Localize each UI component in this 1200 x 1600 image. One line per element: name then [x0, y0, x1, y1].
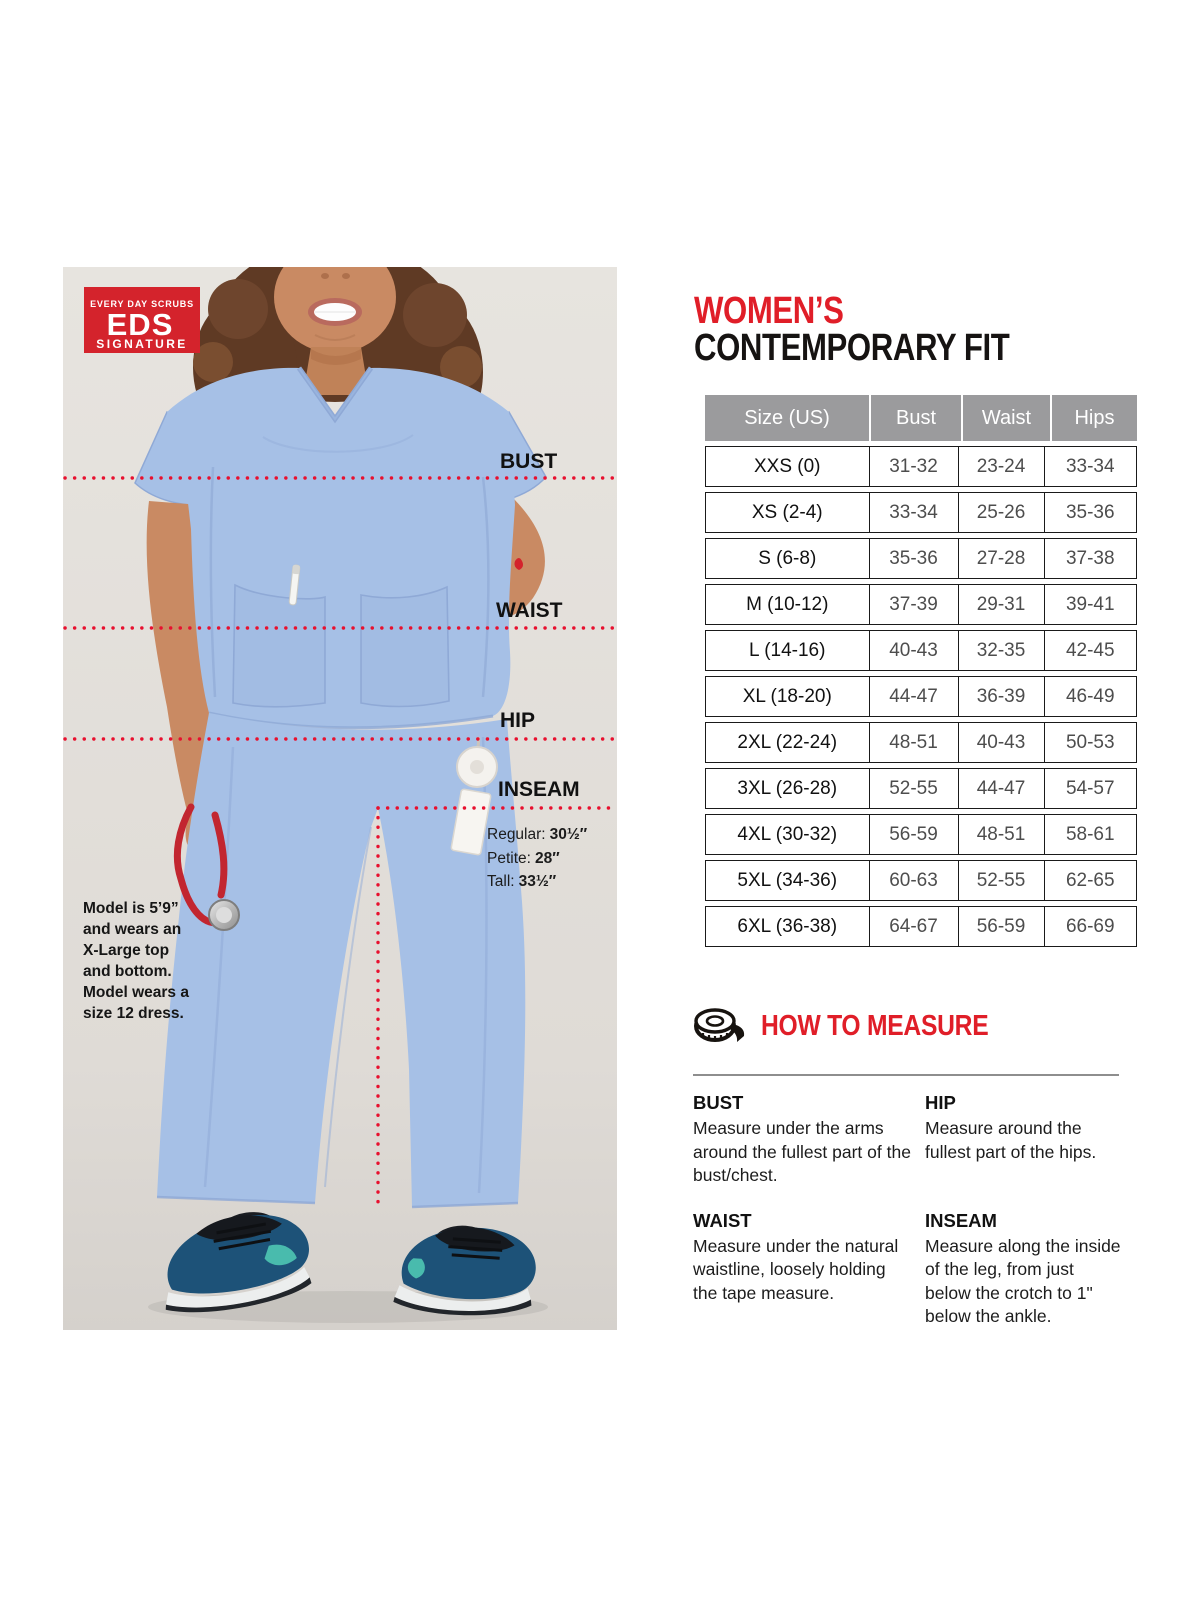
definition-term: INSEAM [925, 1209, 997, 1231]
hips-cell: 50-53 [1044, 723, 1137, 762]
size-table-body [705, 446, 1137, 947]
hip-label: HIP [500, 709, 536, 732]
size-cell: 5XL (34-36) [737, 870, 838, 891]
waist-cell: 32-35 [958, 631, 1044, 670]
bust-cell: 31-32 [869, 447, 958, 486]
waist-cell: 36-39 [958, 677, 1044, 716]
size-cell: XL (18-20) [742, 686, 832, 707]
size-table-row [705, 492, 1137, 533]
bust-cell: 60-63 [869, 861, 958, 900]
bust-cell: 37-39 [869, 585, 958, 624]
inseam-tall-label: Tall: [487, 873, 515, 890]
header-size: Size (US) [744, 407, 830, 429]
size-table-row [705, 722, 1137, 763]
hips-cell: 46-49 [1044, 677, 1137, 716]
waist-cell: 52-55 [958, 861, 1044, 900]
size-table-header [705, 395, 1137, 441]
waist-label: WAIST [496, 599, 563, 622]
measure-definitions [693, 1092, 1137, 1351]
size-table-row [705, 676, 1137, 717]
bust-cell: 64-67 [869, 907, 958, 946]
bust-label: BUST [500, 450, 558, 473]
hips-cell: 37-38 [1044, 539, 1137, 578]
definition-text: Measure under the arms around the fullest part of the bust/chest. [693, 1118, 911, 1185]
header-bust: Bust [869, 395, 961, 441]
inseam-petite-label: Petite: [487, 850, 531, 867]
title-line-womens: WOMEN’S [694, 290, 844, 332]
waist-cell: 40-43 [958, 723, 1044, 762]
eds-logo-line2: EDS [106, 307, 174, 342]
size-table-row [705, 768, 1137, 809]
waist-cell: 27-28 [958, 539, 1044, 578]
hips-cell: 54-57 [1044, 769, 1137, 808]
inseam-regular-label: Regular: [487, 826, 546, 843]
bust-cell: 52-55 [869, 769, 958, 808]
hips-cell: 33-34 [1044, 447, 1137, 486]
definition-bust [693, 1092, 925, 1188]
definition-text: Measure along the inside of the leg, from just below the crotch to 1" below the ankle. [925, 1235, 1121, 1326]
how-to-measure-header [693, 1002, 1029, 1050]
how-to-measure-title: HOW TO MEASURE [761, 1009, 989, 1042]
model-photo-illustration [63, 267, 617, 1330]
size-cell: 2XL (22-24) [737, 732, 838, 753]
hips-cell: 42-45 [1044, 631, 1137, 670]
svg-text:Regular:30½″ [487, 826, 588, 843]
size-table-row [705, 630, 1137, 671]
definition-term: WAIST [693, 1209, 752, 1231]
waist-cell: 56-59 [958, 907, 1044, 946]
definition-hip [925, 1092, 1137, 1188]
size-cell: XXS (0) [753, 456, 821, 477]
title-line-fit: CONTEMPORARY FIT [694, 327, 1010, 369]
definition-waist [693, 1210, 925, 1329]
hips-cell: 35-36 [1044, 493, 1137, 532]
size-table-row [705, 906, 1137, 947]
definition-text: Measure under the natural waistline, loosely holding the tape measure. [693, 1235, 899, 1303]
model-photo [63, 267, 617, 1330]
size-cell: 3XL (26-28) [737, 778, 838, 799]
svg-text:Petite:28″ [487, 850, 560, 867]
definition-inseam [925, 1210, 1137, 1329]
eds-logo-line1: EVERY DAY SCRUBS [90, 299, 194, 309]
definition-term: BUST [693, 1092, 744, 1113]
model-note-line: Model wears a [83, 984, 189, 1001]
waist-cell: 44-47 [958, 769, 1044, 808]
bust-cell: 40-43 [869, 631, 958, 670]
size-table-row [705, 814, 1137, 855]
size-table-row [705, 860, 1137, 901]
size-cell: M (10-12) [746, 594, 829, 615]
size-cell: S (6-8) [758, 548, 817, 569]
eds-logo [84, 287, 200, 353]
hips-cell: 58-61 [1044, 815, 1137, 854]
size-cell: 6XL (36-38) [737, 916, 838, 937]
inseam-tall-value: 33½″ [518, 873, 557, 890]
inseam-label: INSEAM [498, 778, 580, 801]
hips-cell: 62-65 [1044, 861, 1137, 900]
size-table-row [705, 584, 1137, 625]
hips-cell: 66-69 [1044, 907, 1137, 946]
model-note-line: and wears an [83, 921, 182, 938]
model-note-line: Model is 5’9” [83, 900, 179, 917]
waist-cell: 29-31 [958, 585, 1044, 624]
measuring-tape-icon [693, 1002, 749, 1050]
page-title [694, 290, 1079, 369]
eds-logo-line3: SIGNATURE [96, 337, 188, 351]
bust-cell: 48-51 [869, 723, 958, 762]
model-note-line: and bottom. [83, 963, 172, 980]
model-note-line: size 12 dress. [83, 1005, 184, 1022]
size-cell: 4XL (30-32) [737, 824, 838, 845]
size-table [705, 395, 1137, 947]
model-note-line: X-Large top [83, 942, 170, 959]
svg-text:Tall:33½″ [487, 873, 557, 890]
size-table-row [705, 446, 1137, 487]
size-cell: L (14-16) [749, 640, 826, 661]
bust-cell: 35-36 [869, 539, 958, 578]
bust-cell: 56-59 [869, 815, 958, 854]
waist-cell: 25-26 [958, 493, 1044, 532]
size-cell: XS (2-4) [751, 502, 823, 523]
waist-cell: 23-24 [958, 447, 1044, 486]
size-table-row [705, 538, 1137, 579]
inseam-petite-value: 28″ [534, 850, 560, 867]
definition-term: HIP [925, 1092, 956, 1113]
hips-cell: 39-41 [1044, 585, 1137, 624]
header-waist: Waist [961, 395, 1050, 441]
bust-cell: 44-47 [869, 677, 958, 716]
divider [693, 1074, 1119, 1076]
inseam-regular-value: 30½″ [549, 826, 588, 843]
bust-cell: 33-34 [869, 493, 958, 532]
definition-text: Measure around the fullest part of the hips. [925, 1118, 1097, 1162]
header-hips: Hips [1050, 395, 1137, 441]
waist-cell: 48-51 [958, 815, 1044, 854]
